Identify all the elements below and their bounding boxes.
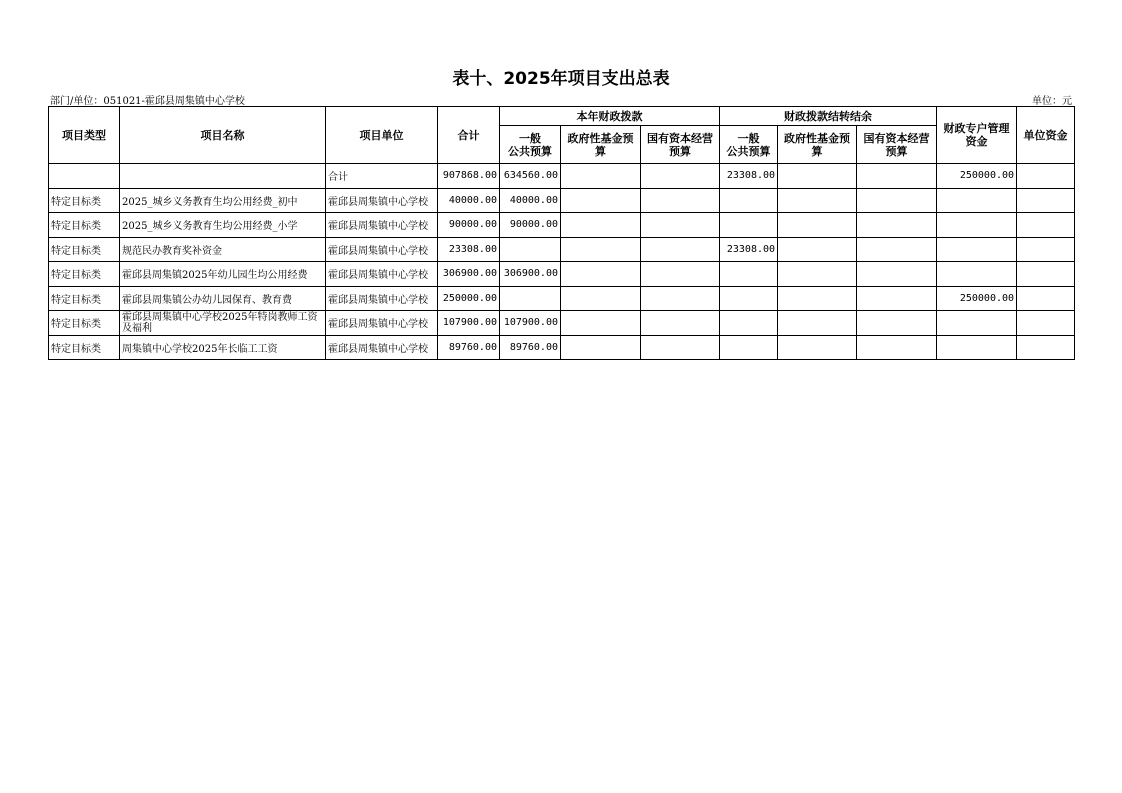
current-gov-fund-cell: [561, 262, 641, 287]
carry-state-capital-cell: [857, 237, 937, 262]
general-line-2: 公共预算: [508, 144, 552, 158]
carry-state-capital-cell: [857, 213, 937, 238]
table-row: [49, 188, 1075, 213]
project-type-cell: 特定目标类: [49, 213, 120, 238]
total-cell: 107900.00: [438, 311, 500, 336]
current-state-capital-cell: [641, 262, 720, 287]
project-type-cell: 特定目标类: [49, 286, 120, 311]
header-current-year-appropriation: 本年财政拨款: [500, 107, 720, 126]
total-carry-capital-cell: [857, 164, 937, 189]
current-gov-fund-cell: [561, 286, 641, 311]
current-gov-fund-cell: [561, 311, 641, 336]
header-row-1: [49, 107, 1075, 126]
current-state-capital-cell: [641, 237, 720, 262]
total-cell: 306900.00: [438, 262, 500, 287]
carry-gov-fund-cell: [778, 237, 857, 262]
current-state-capital-cell: [641, 286, 720, 311]
total-cell: 40000.00: [438, 188, 500, 213]
unit-funds-cell: [1017, 188, 1075, 213]
carry-general-budget-cell: [720, 188, 778, 213]
project-name-cell: 2025_城乡义务教育生均公用经费_初中: [120, 188, 326, 213]
project-expenditure-table: [48, 106, 1075, 360]
page-title: 表十、2025年项目支出总表: [452, 69, 670, 89]
project-name-cell: 2025_城乡义务教育生均公用经费_小学: [120, 213, 326, 238]
total-special-cell: 250000.00: [937, 164, 1017, 189]
total-label-cell: 合计: [326, 164, 438, 189]
total-type-cell: [49, 164, 120, 189]
total-own-cell: [1017, 164, 1075, 189]
project-unit-cell: 霍邱县周集镇中心学校: [326, 286, 438, 311]
total-cell: 90000.00: [438, 213, 500, 238]
currency-unit-label: 单位：元: [1032, 96, 1072, 107]
project-unit-cell: 霍邱县周集镇中心学校: [326, 262, 438, 287]
project-name-cell: 霍邱县周集镇2025年幼儿园生均公用经费: [120, 262, 326, 287]
header-carryover-balance: 财政拨款结转结余: [720, 107, 937, 126]
project-type-cell: 特定目标类: [49, 188, 120, 213]
carry-general-budget-cell: 23308.00: [720, 237, 778, 262]
project-unit-cell: 霍邱县周集镇中心学校: [326, 237, 438, 262]
header-special-account-funds: 财政专户管理资金: [937, 107, 1017, 164]
carry-general-budget-cell: [720, 262, 778, 287]
current-state-capital-cell: [641, 335, 720, 360]
total-cur-general-cell: 634560.00: [500, 164, 561, 189]
header-project-name: 项目名称: [120, 107, 326, 164]
header-carry-state-capital: 国有资本经营预算: [857, 126, 937, 164]
total-cell: 89760.00: [438, 335, 500, 360]
project-type-cell: 特定目标类: [49, 311, 120, 336]
table-row: [49, 262, 1075, 287]
current-gov-fund-cell: [561, 188, 641, 213]
total-carry-fund-cell: [778, 164, 857, 189]
total-cell: 23308.00: [438, 237, 500, 262]
carry-gov-fund-cell: [778, 335, 857, 360]
header-unit-funds: 单位资金: [1017, 107, 1075, 164]
table-row: [49, 286, 1075, 311]
project-type-cell: 特定目标类: [49, 335, 120, 360]
unit-funds-cell: [1017, 286, 1075, 311]
unit-funds-cell: [1017, 262, 1075, 287]
header-carry-general-budget: [720, 126, 778, 164]
special-account-cell: [937, 311, 1017, 336]
special-account-cell: [937, 237, 1017, 262]
total-amount-cell: 907868.00: [438, 164, 500, 189]
project-unit-cell: 霍邱县周集镇中心学校: [326, 188, 438, 213]
special-account-cell: 250000.00: [937, 286, 1017, 311]
current-state-capital-cell: [641, 213, 720, 238]
current-gov-fund-cell: [561, 213, 641, 238]
header-total: 合计: [438, 107, 500, 164]
carry-gov-fund-cell: [778, 188, 857, 213]
table-row: [49, 237, 1075, 262]
table-row: [49, 213, 1075, 238]
unit-funds-cell: [1017, 213, 1075, 238]
special-account-cell: [937, 213, 1017, 238]
carry-gov-fund-cell: [778, 286, 857, 311]
project-type-cell: 特定目标类: [49, 262, 120, 287]
current-general-budget-cell: 89760.00: [500, 335, 561, 360]
unit-funds-cell: [1017, 237, 1075, 262]
current-state-capital-cell: [641, 188, 720, 213]
current-general-budget-cell: 90000.00: [500, 213, 561, 238]
current-general-budget-cell: 306900.00: [500, 262, 561, 287]
project-name-cell: 周集镇中心学校2025年长临工工资: [120, 335, 326, 360]
special-account-cell: [937, 188, 1017, 213]
header-current-gov-fund: 政府性基金预算: [561, 126, 641, 164]
project-unit-cell: 霍邱县周集镇中心学校: [326, 335, 438, 360]
current-general-budget-cell: 107900.00: [500, 311, 561, 336]
carry-state-capital-cell: [857, 335, 937, 360]
header-carry-gov-fund: 政府性基金预算: [778, 126, 857, 164]
project-name-cell: 规范民办教育奖补资金: [120, 237, 326, 262]
total-cur-fund-cell: [561, 164, 641, 189]
table-row: [49, 311, 1075, 336]
general-line-2: 公共预算: [726, 144, 771, 158]
current-general-budget-cell: [500, 286, 561, 311]
unit-funds-cell: [1017, 335, 1075, 360]
project-name-cell: 霍邱县周集镇中心学校2025年特岗教师工资及福利: [120, 311, 326, 336]
current-gov-fund-cell: [561, 335, 641, 360]
project-type-cell: 特定目标类: [49, 237, 120, 262]
general-line-1: 一般: [737, 131, 760, 145]
carry-gov-fund-cell: [778, 311, 857, 336]
current-general-budget-cell: [500, 237, 561, 262]
special-account-cell: [937, 262, 1017, 287]
project-unit-cell: 霍邱县周集镇中心学校: [326, 213, 438, 238]
total-cur-capital-cell: [641, 164, 720, 189]
project-unit-cell: 霍邱县周集镇中心学校: [326, 311, 438, 336]
current-state-capital-cell: [641, 311, 720, 336]
carry-state-capital-cell: [857, 286, 937, 311]
project-name-cell: 霍邱县周集镇公办幼儿园保育、教育费: [120, 286, 326, 311]
carry-state-capital-cell: [857, 188, 937, 213]
total-name-cell: [120, 164, 326, 189]
header-current-state-capital: 国有资本经营预算: [641, 126, 720, 164]
header-current-general-budget: [500, 126, 561, 164]
carry-general-budget-cell: [720, 335, 778, 360]
carry-state-capital-cell: [857, 311, 937, 336]
header-project-type: 项目类型: [49, 107, 120, 164]
total-cell: 250000.00: [438, 286, 500, 311]
current-general-budget-cell: 40000.00: [500, 188, 561, 213]
total-carry-general-cell: 23308.00: [720, 164, 778, 189]
special-account-cell: [937, 335, 1017, 360]
header-project-unit: 项目单位: [326, 107, 438, 164]
total-row: [49, 164, 1075, 189]
carry-gov-fund-cell: [778, 213, 857, 238]
unit-funds-cell: [1017, 311, 1075, 336]
table-row: [49, 335, 1075, 360]
carry-state-capital-cell: [857, 262, 937, 287]
carry-general-budget-cell: [720, 213, 778, 238]
general-line-1: 一般: [519, 131, 541, 145]
current-gov-fund-cell: [561, 237, 641, 262]
department-label: 部门/单位：051021-霍邱县周集镇中心学校: [50, 96, 245, 107]
carry-gov-fund-cell: [778, 262, 857, 287]
carry-general-budget-cell: [720, 286, 778, 311]
carry-general-budget-cell: [720, 311, 778, 336]
